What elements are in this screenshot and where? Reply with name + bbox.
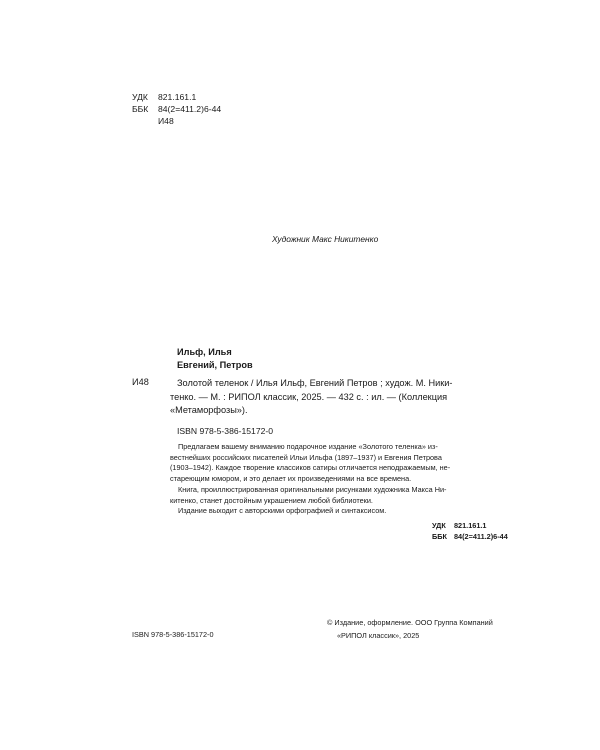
bibliographic-line: Золотой теленок / Илья Ильф, Евгений Петров ; худож. М. Ники-: [177, 378, 453, 388]
author-mark: И48: [132, 377, 149, 387]
bibliographic-description: [170, 377, 492, 418]
udk-label: УДК: [132, 92, 148, 102]
copyright-notice: [327, 617, 493, 642]
bbk-value: 84(2=411.2)6-44: [454, 531, 508, 541]
annotation-line: китенко, станет достойным украшением любой библиотеки.: [170, 495, 373, 505]
copyright-line: © Издание, оформление. ООО Группа Компаний: [327, 618, 493, 627]
annotation-line: Издание выходит с авторскими орфографией и синтаксисом.: [178, 506, 387, 516]
udk-value: 821.161.1: [454, 521, 487, 530]
udk-row: [132, 91, 221, 103]
author-name: Ильф, Илья: [177, 347, 232, 357]
udk-value: 821.161.1: [158, 92, 197, 102]
author-names: [177, 346, 253, 372]
copyright-line: «РИПОЛ классик», 2025: [337, 630, 420, 640]
bbk-row: [132, 103, 221, 115]
classification-codes-bottom: [432, 521, 508, 542]
bibliographic-line: «Метаморфозы»).: [170, 405, 248, 415]
bbk-row: [432, 532, 508, 543]
isbn-main: ISBN 978-5-386-15172-0: [177, 426, 274, 436]
udk-label: УДК: [432, 521, 446, 530]
udk-row: [432, 521, 508, 532]
illustrator-credit: Художник Макс Никитенко: [272, 234, 379, 244]
annotation-line: (1903–1942). Каждое творение классиков сатиры отличается неподражаемым, не-: [170, 463, 451, 473]
bbk-label: ББК: [432, 531, 447, 541]
isbn-footer: ISBN 978-5-386-15172-0: [132, 630, 214, 639]
classification-codes-top: [132, 91, 221, 128]
annotation-line: Книга, проиллюстрированная оригинальными рисунками художника Макса Ни-: [178, 484, 447, 494]
bbk-label: ББК: [132, 104, 149, 115]
author-mark-top: И48: [158, 116, 174, 127]
author-name: Евгений, Петров: [177, 360, 253, 370]
annotation-line: вестнейших российских писателей Ильи Ильфа (1897–1937) и Евгения Петрова: [170, 452, 442, 462]
annotation-line: Предлагаем вашему вниманию подарочное издание «Золотого теленка» из-: [178, 442, 438, 451]
annotation-line: стареющим юмором, и это делает их произведениями на все времена.: [170, 474, 412, 484]
bbk-value: 84(2=411.2)6-44: [158, 104, 222, 115]
annotation: [170, 442, 492, 517]
bibliographic-line: тенко. — М. : РИПОЛ классик, 2025. — 432 с. : ил. — (Коллекция: [170, 391, 448, 402]
